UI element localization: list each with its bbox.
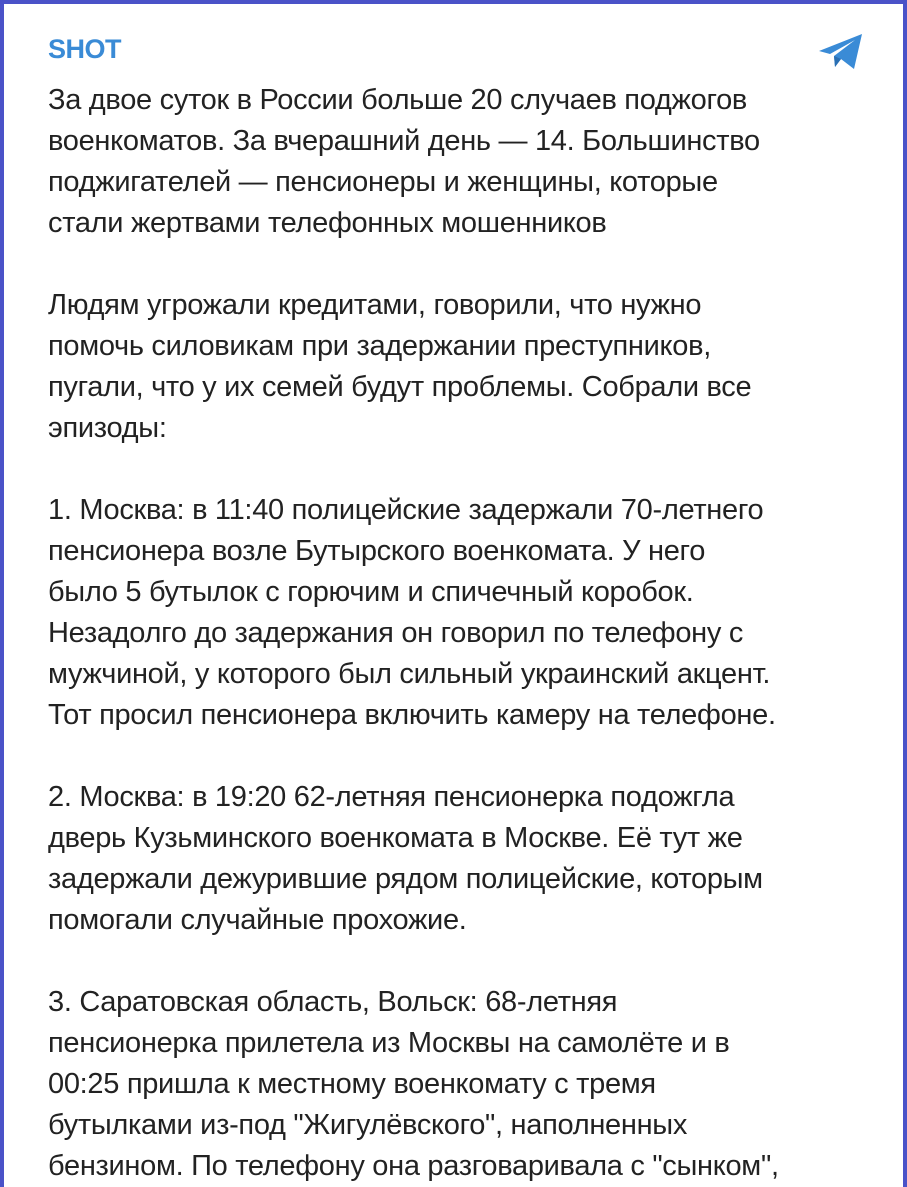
message-paragraph-4: 2. Москва: в 19:20 62-летняя пенсионерка подожгла дверь Кузьминского военкомата в Москве. Её тут же задержали дежурившие рядом полицейские, которым помогали случайные прохожие. [48,781,763,936]
message-paragraph-2: Людям угрожали кредитами, говорили, что нужно помочь силовикам при задержании преступников, пугали, что у их семей будут проблемы. Собрали все эпизоды: [48,289,752,444]
message-paragraph-5: 3. Саратовская область, Вольск: 68-летняя пенсионерка прилетела из Москвы на самолёте и в 00:25 пришла к местному военкомату с тремя бутылками из-под "Жигулёвского", наполненных бензином. По телефону она разговаривала с "сынком", [48,986,779,1182]
message-header [4,4,903,84]
message-paragraph-1: За двое суток в России больше 20 случаев поджогов военкоматов. За вчерашний день — 14. Большинство поджигателей — пенсионеры и женщины, которые стали жертвами телефонных мошенников [48,84,760,239]
message-body [48,80,878,1187]
message-paragraph-3: 1. Москва: в 11:40 полицейские задержали 70-летнего пенсионера возле Бутырского военкомата. У него было 5 бутылок с горючим и спичечный коробок. Незадолго до задержания он говорил по телефону с мужчиной, у которого был сильный украинский акцент. Тот просил пенсионера включить камеру на телефоне. [48,494,776,731]
telegram-share-icon[interactable] [817,32,865,72]
channel-name[interactable]: SHOT [48,34,122,64]
